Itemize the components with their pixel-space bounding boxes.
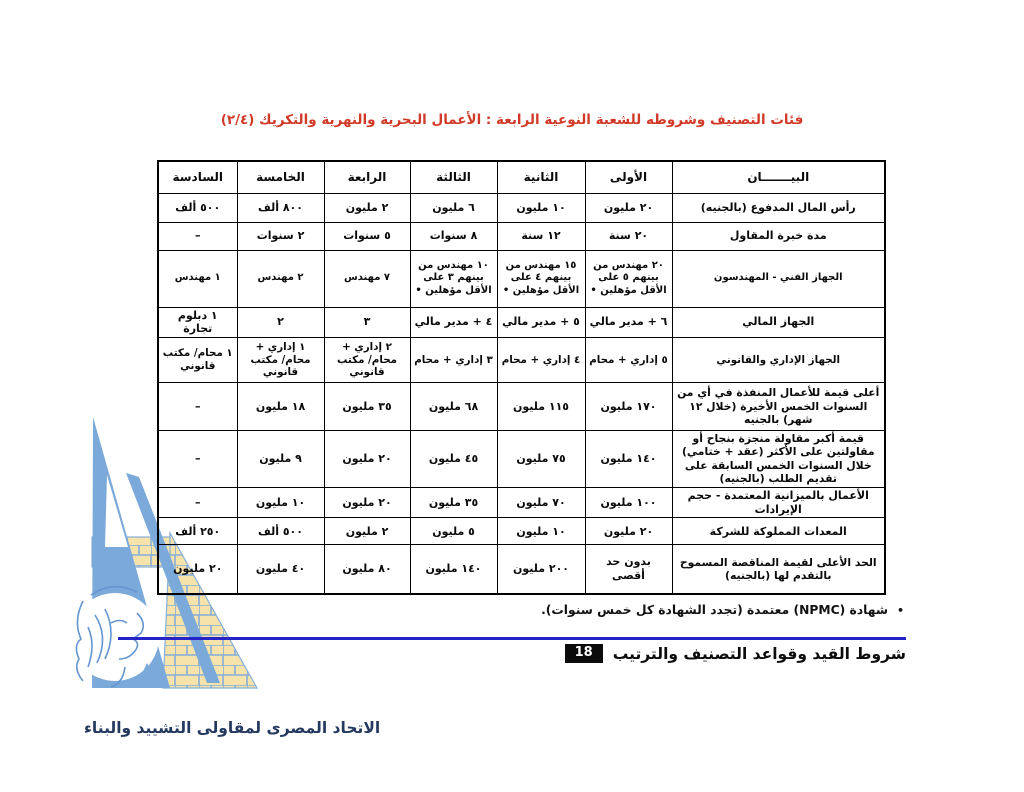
column-header: الخامسة <box>237 161 324 193</box>
table-cell: ٥ إداري + محام <box>585 338 672 383</box>
row-label: الحد الأعلى لقيمة المناقصة المسموح بالتقدم لها (بالجنيه) <box>672 545 885 594</box>
table-cell: ١٠ مليون <box>497 193 585 222</box>
table-cell: ١١٥ مليون <box>497 383 585 431</box>
table-cell: ٢ سنوات <box>237 222 324 250</box>
section-divider-rule <box>118 637 906 640</box>
table-cell: ٨٠ مليون <box>324 545 410 594</box>
table-cell: ١٠ مليون <box>497 518 585 545</box>
table-cell: ٢ مهندس <box>237 250 324 307</box>
table-cell: ١٠ مهندس من بينهم ٣ على الأقل مؤهلين • <box>410 250 497 307</box>
table-cell: – <box>158 487 237 518</box>
table-cell: ٣٥ مليون <box>410 487 497 518</box>
table-cell: ٢٠ مليون <box>158 545 237 594</box>
table-cell: ٢ إداري + محام/ مكتب قانوني <box>324 338 410 383</box>
row-label: الجهاز الإداري والقانوني <box>672 338 885 383</box>
table-cell: ١٢ سنة <box>497 222 585 250</box>
footer-organization-name: الاتحاد المصرى لمقاولى التشييد والبناء <box>84 719 381 737</box>
table-cell: ١٤٠ مليون <box>585 431 672 488</box>
certificate-note <box>541 603 904 620</box>
table-cell: ٤٥ مليون <box>410 431 497 488</box>
table-cell: ٦ مليون <box>410 193 497 222</box>
table-cell: بدون حد أقصى <box>585 545 672 594</box>
section-heading-text: شروط القيد وقواعد التصنيف والترتيب <box>612 644 906 663</box>
table-cell: – <box>158 431 237 488</box>
table-row <box>158 518 885 545</box>
table-cell: ٤ إداري + محام <box>497 338 585 383</box>
table-cell: ٢٠٠ مليون <box>497 545 585 594</box>
row-label: قيمة أكبر مقاولة منجزة بنجاح أو مقاولتين على الأكثر (عقد + ختامي) خلال السنوات الخمس السابقة على تقديم الطلب (بالجنيه) <box>672 431 885 488</box>
table-cell: ١٠٠ مليون <box>585 487 672 518</box>
table-cell: ١٧٠ مليون <box>585 383 672 431</box>
table-cell: ٥ سنوات <box>324 222 410 250</box>
table-cell: ١٨ مليون <box>237 383 324 431</box>
table-cell: ٥٠٠ ألف <box>237 518 324 545</box>
table-cell: ٩ مليون <box>237 431 324 488</box>
table-cell: ٦ + مدير مالي <box>585 307 672 338</box>
table-cell: ١ محام/ مكتب قانوني <box>158 338 237 383</box>
table-cell: – <box>158 222 237 250</box>
row-label: الجهاز المالي <box>672 307 885 338</box>
certificate-note-text: شهادة (NPMC) معتمدة (تجدد الشهادة كل خمس سنوات). <box>541 603 888 617</box>
table-row <box>158 222 885 250</box>
row-label: مدة خبرة المقاول <box>672 222 885 250</box>
table-cell: ٢٠ مليون <box>585 193 672 222</box>
row-label: الجهاز الفني - المهندسون <box>672 250 885 307</box>
column-header: الثانية <box>497 161 585 193</box>
table-cell: ٣ إداري + محام <box>410 338 497 383</box>
row-label: أعلى قيمة للأعمال المنفذة في أي من السنوات الخمس الأخيرة (خلال ١٢ شهر) بالجنيه <box>672 383 885 431</box>
table-cell: ٥ + مدير مالي <box>497 307 585 338</box>
table-cell: ٢٥٠ ألف <box>158 518 237 545</box>
row-label: المعدات المملوكة للشركة <box>672 518 885 545</box>
table-cell: ١٤٠ مليون <box>410 545 497 594</box>
table-row <box>158 338 885 383</box>
table-cell: ١ دبلوم تجارة <box>158 307 237 338</box>
table-header-row <box>158 161 885 193</box>
table-cell: ٢٠ مهندس من بينهم ٥ على الأقل مؤهلين • <box>585 250 672 307</box>
table-row <box>158 487 885 518</box>
table-row <box>158 383 885 431</box>
table-row <box>158 250 885 307</box>
table-cell: ٣ <box>324 307 410 338</box>
section-heading <box>565 644 906 663</box>
section-number-badge: 18 <box>565 644 603 663</box>
table-cell: – <box>158 383 237 431</box>
table-cell: ٧ مهندس <box>324 250 410 307</box>
table-cell: ٨ سنوات <box>410 222 497 250</box>
table-cell: ٢٠ سنة <box>585 222 672 250</box>
page-title: فئات التصنيف وشروطه للشعبة النوعية الرابعة : الأعمال البحرية والنهرية والتكريك (٢/٤) <box>220 112 804 128</box>
column-header: البيـــــــان <box>672 161 885 193</box>
table-cell: ٢٠ مليون <box>324 487 410 518</box>
row-label: رأس المال المدفوع (بالجنيه) <box>672 193 885 222</box>
table-cell: ١ إداري + محام/ مكتب قانوني <box>237 338 324 383</box>
table-cell: ١ مهندس <box>158 250 237 307</box>
table-row <box>158 193 885 222</box>
table-row <box>158 431 885 488</box>
table-cell: ١٠ مليون <box>237 487 324 518</box>
table-cell: ٢ مليون <box>324 518 410 545</box>
table-cell: ٢ <box>237 307 324 338</box>
table-cell: ١٥ مهندس من بينهم ٤ على الأقل مؤهلين • <box>497 250 585 307</box>
classification-table <box>157 160 886 595</box>
table-cell: ٥٠٠ ألف <box>158 193 237 222</box>
column-header: الأولى <box>585 161 672 193</box>
table-cell: ٧٠ مليون <box>497 487 585 518</box>
table-row <box>158 307 885 338</box>
bullet-icon: • <box>896 604 904 617</box>
table-cell: ٥ مليون <box>410 518 497 545</box>
table-cell: ٢٠ مليون <box>585 518 672 545</box>
table-cell: ٤ + مدير مالي <box>410 307 497 338</box>
column-header: الثالثة <box>410 161 497 193</box>
column-header: الرابعة <box>324 161 410 193</box>
logo-white-wedge <box>105 475 128 547</box>
column-header: السادسة <box>158 161 237 193</box>
table-cell: ٨٠٠ ألف <box>237 193 324 222</box>
table-cell: ٣٥ مليون <box>324 383 410 431</box>
table-cell: ٢ مليون <box>324 193 410 222</box>
table-row <box>158 545 885 594</box>
row-label: الأعمال بالميزانية المعتمدة - حجم الإيرادات <box>672 487 885 518</box>
table-cell: ٤٠ مليون <box>237 545 324 594</box>
table-cell: ٧٥ مليون <box>497 431 585 488</box>
table-cell: ٢٠ مليون <box>324 431 410 488</box>
table-cell: ٦٨ مليون <box>410 383 497 431</box>
